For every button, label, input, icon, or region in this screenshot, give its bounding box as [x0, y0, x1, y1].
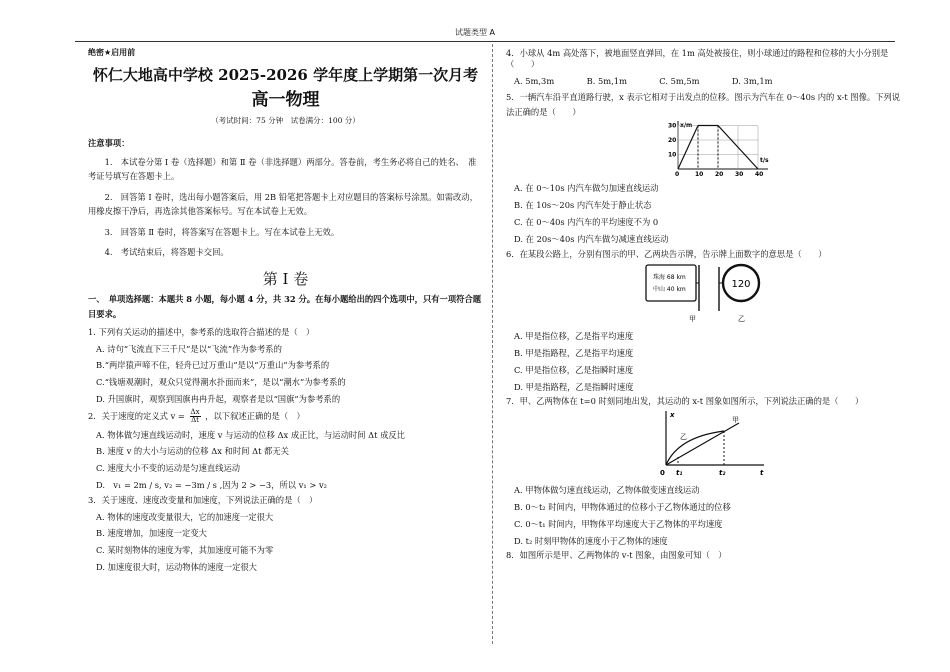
q6-option: D. 甲是指路程，乙是指瞬时速度 [514, 381, 634, 392]
exam-info: （考试时间：75 分钟 试卷满分：100 分） [211, 115, 360, 125]
q5-xtick: 10 [695, 171, 704, 178]
q6-signs [506, 259, 906, 325]
notice-item: 4. 考试结束后，将答题卡交回。 [104, 247, 229, 258]
q4-option: B. 5m,1m [586, 75, 627, 86]
q3-option: A. 物体的速度改变量很大，它的加速度一定很大 [96, 511, 274, 522]
q5-ytick: 20 [668, 137, 677, 145]
q5-ytick: 10 [668, 151, 677, 159]
q6-option: A. 甲是指位移，乙是指平均速度 [514, 331, 634, 342]
q6-stem: 6．在某段公路上，分别有图示的甲、乙两块告示牌，告示牌上面数字的意思是（ ） [506, 248, 827, 259]
q7-option: D. t₂ 时刻甲物体的速度小于乙物体的速度 [514, 535, 668, 546]
q5-xt-graph [506, 119, 906, 177]
secret-label: 绝密★启用前 [88, 48, 136, 57]
q5-xtick: 30 [735, 171, 744, 178]
q7-t-label: t [760, 469, 764, 478]
right-column [506, 48, 906, 561]
q5-xtick: 20 [715, 171, 724, 178]
q7-stem: 7．甲、乙两物体在 t=0 时刻同地出发，其运动的 x-t 图象如图所示，下列说法正确的是（ ） [506, 396, 864, 407]
left-column [88, 48, 483, 573]
q3-option: B. 速度增加，加速度一定变大 [96, 528, 207, 539]
q7-xt-graph [506, 407, 906, 479]
q2-stem-b: ，以下叙述正确的是（ ） [205, 410, 305, 421]
sign-yi [719, 265, 759, 323]
q5-ytick: 30 [668, 122, 677, 130]
q7-origin: 0 [660, 469, 665, 478]
sign-jia-line1: 珠海 68 km [653, 274, 686, 282]
q1-stem: 1. 下列有关运动的描述中，参考系的选取符合描述的是（ ） [88, 326, 315, 337]
exam-type-header: 试题类型 A [454, 28, 495, 37]
q6-option: B. 甲是指路程，乙是指平均速度 [514, 348, 634, 359]
q7-t2: t₂ [719, 469, 726, 478]
q5-ylabel: x/m [680, 122, 693, 130]
q3-option: C. 某时刻物体的速度为零，其加速度可能不为零 [96, 545, 274, 556]
q2-stem [88, 409, 483, 424]
q3-option: D. 加速度很大时，运动物体的速度一定很大 [96, 561, 257, 572]
q5-stem: 5．一辆汽车沿平直道路行驶，x 表示它相对于出发点的位移。图示为汽车在 0～40s 内的 x-t 图像。下列说法正确的是（ ） [506, 92, 901, 117]
q7-option: C. 0～t₁ 时间内，甲物体平均速度大于乙物体的平均速度 [514, 518, 723, 529]
q5-option: C. 在 0～40s 内汽车的平均速度不为 0 [514, 216, 659, 227]
q7-line-jia [666, 423, 739, 465]
q4-stem: 4．小球从 4m 高处落下，被地面竖直弹回，在 1m 高处被接住，则小球通过的路程和位移的大小分别是（ ） [506, 48, 889, 69]
part1-title: 第 Ⅰ 卷 [262, 269, 309, 288]
fraction-numerator: Δx [190, 407, 200, 416]
notice-item: 2. 回答第 Ⅰ 卷时，选出每小题答案后，用 2B 铅笔把答题卡上对应题目的答案标号涂黑。如需改动，用橡皮擦干净后，再选涂其他答案标号。写在本试卷上无效。 [88, 191, 478, 217]
q1-option: A. 诗句“飞流直下三千尺”是以“飞流”作为参考系的 [96, 343, 282, 354]
q8-stem: 8．如图所示是甲、乙两物体的 v-t 图象，由图象可知（ ） [506, 550, 727, 561]
q7-label-yi: 乙 [680, 433, 687, 442]
q2-option: C. 速度大小不变的运动是匀速直线运动 [96, 463, 241, 474]
q4-option: D. 3m,1m [731, 75, 773, 86]
sign-yi-label: 乙 [738, 315, 745, 324]
q2-option: A. 物体做匀速直线运动时，速度 v 与运动的位移 Δx 成正比，与运动时间 Δt 成反比 [96, 429, 405, 440]
notice-item: 1. 本试卷分第 Ⅰ 卷（选择题）和第 Ⅱ 卷（非选择题）两部分。答卷前，考生务必将自己的姓名、 准考证号填写在答题卡上。 [88, 156, 477, 182]
velocity-fraction [190, 409, 201, 424]
column-divider [492, 44, 493, 644]
q5-option: D. 在 20s～40s 内汽车做匀减速直线运动 [514, 233, 669, 244]
q1-option: C.“钱塘观潮时，观众只觉得潮水扑面而来”，是以“潮水”为参考系的 [96, 377, 346, 388]
q5-xtick: 0 [675, 171, 680, 178]
q2-stem-a: 2．关于速度的定义式 v = [88, 410, 185, 421]
q2-option: B. 速度 v 的大小与运动的位移 Δx 和时间 Δt 都无关 [96, 446, 289, 457]
q7-t1: t₁ [676, 469, 683, 478]
q4-option: A. 5m,3m [514, 75, 555, 86]
notice-item: 3. 回答第 Ⅱ 卷时，将答案写在答题卡上。写在本试卷上无效。 [104, 226, 340, 237]
q5-xtick: 40 [755, 171, 764, 178]
q1-option: D. 升国旗时，观察到国旗冉冉升起，观察者是以“国旗”为参考系的 [96, 393, 341, 404]
sign-jia-line2: 中山 40 km [653, 286, 686, 294]
q5-xlabel: t/s [760, 157, 769, 165]
notice-title: 注意事项： [88, 137, 130, 148]
q7-option: A. 甲物体做匀速直线运动，乙物体做变速直线运动 [514, 485, 700, 496]
fraction-denominator: Δt [191, 415, 199, 424]
subject-title: 高一物理 [251, 89, 320, 110]
q1-option: B.“两岸猿声啼不住，轻舟已过万重山”是以“万重山”为参考系的 [96, 360, 330, 371]
q3-stem: 3．关于速度、速度改变量和加速度，下列说法正确的是（ ） [88, 494, 318, 505]
q5-segment [678, 126, 698, 170]
sign-yi-value: 120 [731, 279, 751, 291]
q7-option: B. 0～t₂ 时间内，甲物体通过的位移小于乙物体通过的位移 [514, 501, 731, 512]
q5-option: B. 在 10s～20s 内汽车处于静止状态 [514, 200, 652, 211]
q7-x-label: x [670, 411, 675, 420]
section-heading: 一、 单项选择题：本题共 8 小题，每小题 4 分，共 32 分。在每小题给出的四个选项中，只有一项符合题目要求。 [88, 294, 482, 320]
q5-option: A. 在 0～10s 内汽车做匀加速直线运动 [514, 183, 659, 194]
q4-option: C. 5m,5m [659, 75, 700, 86]
notice-list [88, 155, 483, 260]
top-rule [75, 41, 895, 42]
q6-option: C. 甲是指位移，乙是指瞬时速度 [514, 364, 634, 375]
sign-jia [646, 265, 699, 323]
sign-jia-label: 甲 [689, 315, 696, 324]
q7-label-jia: 甲 [732, 416, 739, 425]
q2-option: D. v₁ = 2m / s, v₂ = −3m / s ,因为 2 > −3，所以 v₁ > v₂ [96, 480, 327, 491]
q4-options [514, 76, 906, 87]
school-title: 怀仁大地高中学校 2025-2026 学年度上学期第一次月考 [92, 66, 479, 85]
